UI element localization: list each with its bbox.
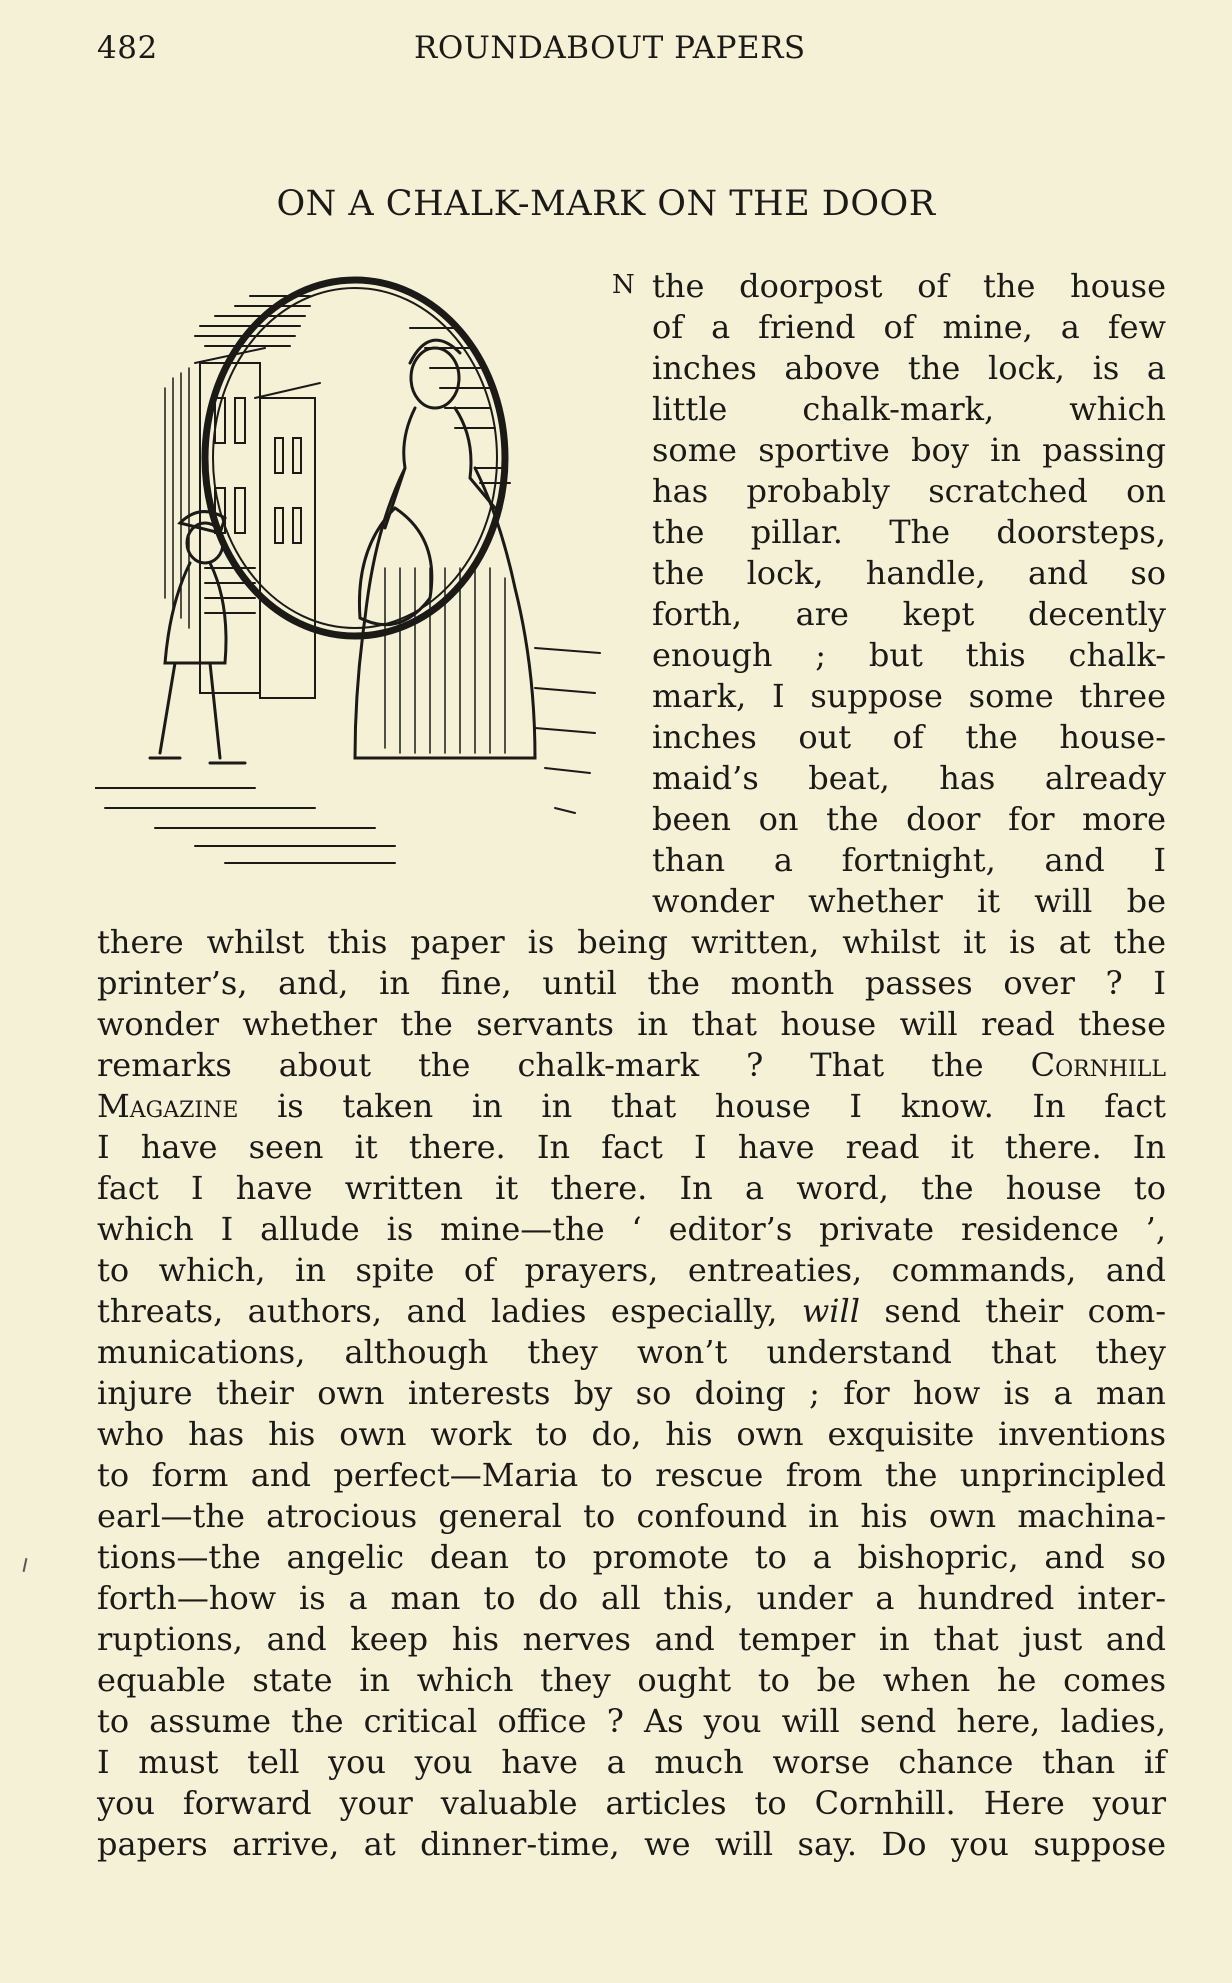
text-line: there whilst this paper is being written, whilst it is at the	[97, 923, 1166, 961]
text-line-with-emphasis	[97, 1291, 1166, 1332]
text-line: been on the door for more	[652, 800, 1166, 838]
text-line: I have seen it there. In fact I have read it there. In	[97, 1128, 1166, 1166]
text-line: earl—the atrocious general to confound in his own machina-	[97, 1497, 1166, 1535]
text-line-with-smallcaps	[97, 1086, 1166, 1127]
drop-initial: N	[612, 270, 636, 300]
text-line: has probably scratched on	[652, 472, 1166, 510]
text-line: of a friend of mine, a few	[652, 308, 1166, 346]
text-fragment: send their com-	[884, 1292, 1167, 1330]
text-line: inches out of the house-	[652, 718, 1166, 756]
running-title: ROUNDABOUT PAPERS	[414, 30, 806, 66]
text-line: injure their own interests by so doing ; for how is a man	[97, 1374, 1166, 1412]
text-line: enough ; but this chalk-	[652, 636, 1166, 674]
smallcaps-magazine: Magazine	[97, 1087, 239, 1125]
text-line: to which, in spite of prayers, entreaties, commands, and	[97, 1251, 1166, 1289]
stray-mark	[23, 1558, 28, 1572]
wrapped-paragraph	[652, 266, 1166, 922]
body-paragraph	[97, 922, 1166, 1865]
text-line: inches above the lock, is a	[652, 349, 1166, 387]
text-line: to form and perfect—Maria to rescue from the unprincipled	[97, 1456, 1166, 1494]
emphasis-will: will	[801, 1292, 860, 1330]
smallcaps-cornhill: Cornhill	[1030, 1046, 1167, 1084]
text-line: mark, I suppose some three	[652, 677, 1166, 715]
text-line: papers arrive, at dinner-time, we will say. Do you suppose	[97, 1825, 1166, 1863]
text-line: to assume the critical office ? As you will send here, ladies,	[97, 1702, 1166, 1740]
text-line: little chalk-mark, which	[652, 390, 1166, 428]
text-line: forth—how is a man to do all this, under a hundred inter-	[97, 1579, 1166, 1617]
text-line: who has his own work to do, his own exquisite inventions	[97, 1415, 1166, 1453]
text-line: ruptions, and keep his nerves and temper in that just and	[97, 1620, 1166, 1658]
text-fragment: remarks about the chalk-mark ? That the	[97, 1046, 984, 1084]
text-line-with-smallcaps	[97, 1045, 1166, 1086]
text-line: which I allude is mine—the ‘ editor’s private residence ’,	[97, 1210, 1166, 1248]
running-header	[97, 30, 1162, 80]
text-line: printer’s, and, in fine, until the month passes over ? I	[97, 964, 1166, 1002]
text-line: wonder whether it will be	[652, 882, 1166, 920]
text-line: the pillar. The doorsteps,	[652, 513, 1166, 551]
text-line: wonder whether the servants in that house will read these	[97, 1005, 1166, 1043]
text-fragment: is taken in in that house I know. In fact	[277, 1087, 1167, 1125]
text-line: you forward your valuable articles to Cornhill. Here your	[97, 1784, 1166, 1822]
engraving-illustration-icon	[95, 268, 615, 876]
text-line: tions—the angelic dean to promote to a bishopric, and so	[97, 1538, 1166, 1576]
text-line: the doorpost of the house	[652, 267, 1166, 305]
text-line: the lock, handle, and so	[652, 554, 1166, 592]
text-line: fact I have written it there. In a word, the house to	[97, 1169, 1166, 1207]
text-line: maid’s beat, has already	[652, 759, 1166, 797]
page-number: 482	[97, 30, 158, 66]
text-line: than a fortnight, and I	[652, 841, 1166, 879]
article-title-text: ON A CHALK-MARK ON THE DOOR	[276, 184, 936, 224]
text-line: I must tell you you have a much worse chance than if	[97, 1743, 1166, 1781]
text-line: forth, are kept decently	[652, 595, 1166, 633]
text-line: equable state in which they ought to be when he comes	[97, 1661, 1166, 1699]
text-fragment: threats, authors, and ladies especially,	[97, 1292, 778, 1330]
article-title	[0, 184, 1232, 224]
text-line: munications, although they won’t understand that they	[97, 1333, 1166, 1371]
text-line: some sportive boy in passing	[652, 431, 1166, 469]
